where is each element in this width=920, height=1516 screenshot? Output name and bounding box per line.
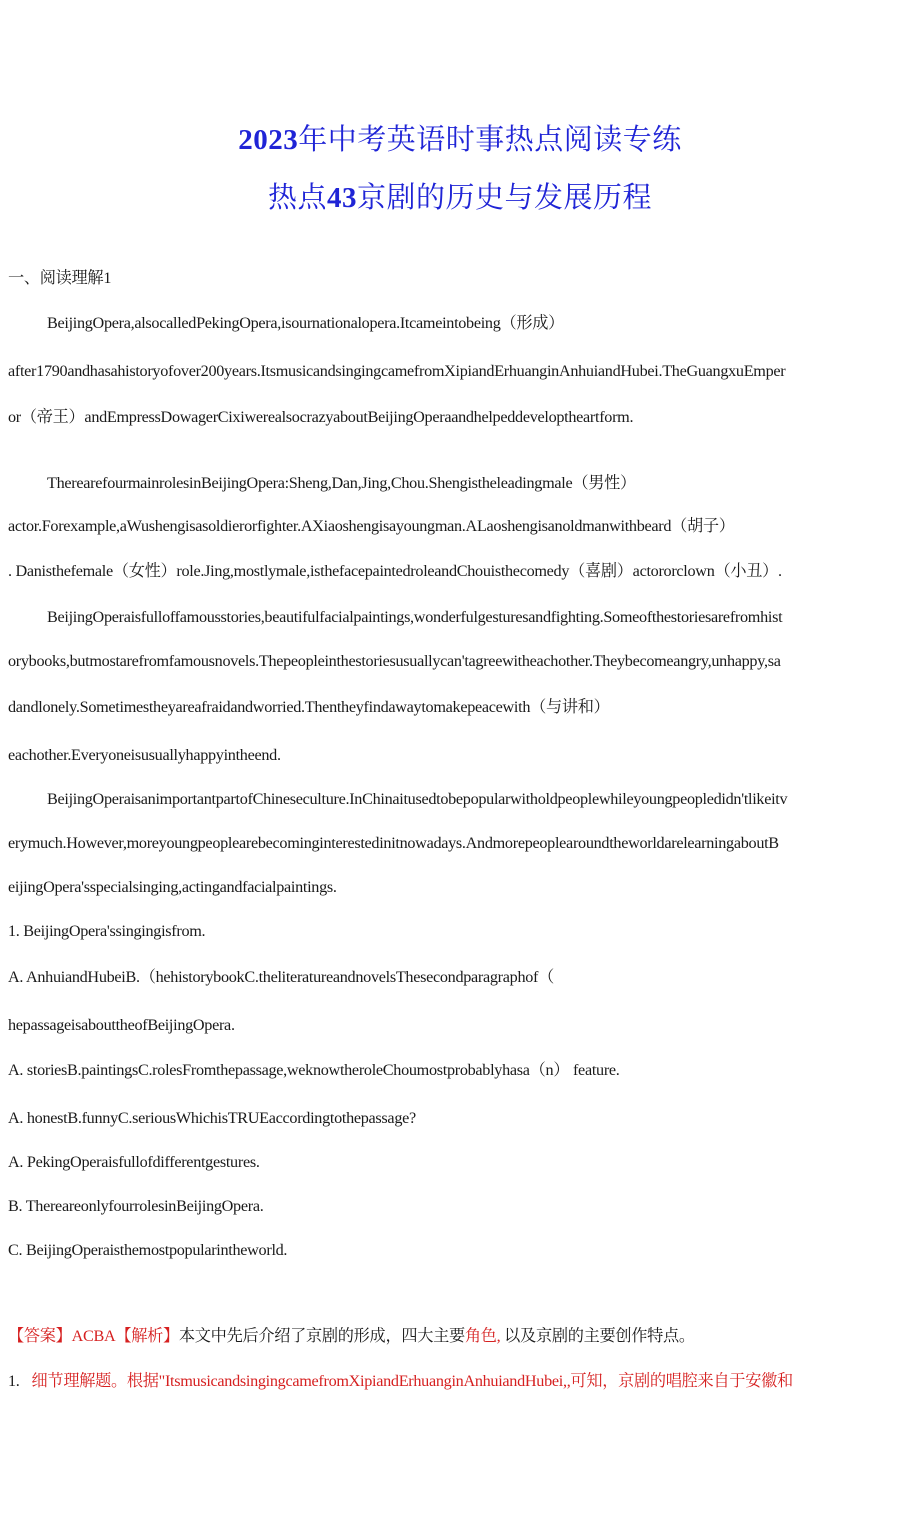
title-line-2	[0, 180, 920, 216]
passage-p1-line2: after1790andhasahistoryofover200years.ItsmusicandsingingcamefromXipiandErhuanginAnhuiandHubei.TheGuangxuEmper	[8, 362, 786, 380]
question-line-2: A. AnhuiandHubeiB.（hehistorybookC.theliteratureandnovelsThesecondparagraphof（	[8, 968, 555, 986]
detail-line	[8, 1370, 912, 1392]
passage-p2-line2: actor.Forexample,aWushengisasoldierorfighter.AXiaoshengisayoungman.ALaoshengisanoldmanwithbeard（胡子）	[8, 517, 735, 535]
passage-p2-line3: . Danisthefemale（女性）role.Jing,mostlymale,isthefacepaintedroleandChouisthecomedy（喜剧）actororclown（小丑）.	[8, 562, 782, 580]
question-line-7: B. ThereareonlyfourrolesinBeijingOpera.	[8, 1197, 264, 1215]
section-heading: 一、阅读理解1	[8, 269, 112, 287]
answer-value: ACBA	[71, 1327, 116, 1345]
passage-p2-line1: TherearefourmainrolesinBeijingOpera:Sheng,Dan,Jing,Chou.Shengistheleadingmale（男性）	[47, 474, 636, 492]
title-year: 2023	[238, 124, 299, 156]
question-line-5: A. honestB.funnyC.seriousWhichisTRUEaccordingtothepassage?	[8, 1109, 416, 1127]
analysis-highlight: 角色,	[464, 1327, 501, 1345]
passage-p3-line1: BeijingOperaisfulloffamousstories,beautifulfacialpaintings,wonderfulgesturesandfighting.Someofthestoriesarefromhist	[47, 608, 783, 626]
answer-tag: 【答案】	[8, 1327, 72, 1345]
passage-p3-line3: dandlonely.Sometimestheyareafraidandworried.Thentheyfindawaytomakepeacewith（与讲和）	[8, 698, 610, 716]
question-line-6: A. PekingOperaisfullofdifferentgestures.	[8, 1153, 260, 1171]
title-line-1	[0, 122, 920, 158]
answer-line	[8, 1325, 912, 1347]
title-text-2: 京剧的历史与发展历程	[357, 182, 653, 214]
title-text-1: 年中考英语时事热点阅读专练	[298, 124, 682, 156]
analysis-tag: 【解析】	[115, 1327, 179, 1345]
title-prefix: 热点	[267, 182, 327, 214]
title-number: 43	[327, 182, 357, 214]
passage-p4-line1: BeijingOperaisanimportantpartofChineseculture.InChinaitusedtobepopularwitholdpeoplewhileyoungpeopledidn'tlikeitv	[47, 790, 788, 808]
analysis-text-2: 以及京剧的主要创作特点。	[500, 1327, 695, 1345]
question-line-4: A. storiesB.paintingsC.rolesFromthepassage,weknowtheroleChoumostprobablyhasa（n） feature.	[8, 1061, 620, 1079]
passage-p3-line4: eachother.Everyoneisusuallyhappyintheend.	[8, 746, 281, 764]
analysis-text-1: 本文中先后介绍了京剧的形成，四大主要	[178, 1327, 465, 1345]
passage-p1-line1: BeijingOpera,alsocalledPekingOpera,isournationalopera.Itcameintobeing（形成）	[47, 314, 565, 332]
question-line-3: hepassageisabouttheofBeijingOpera.	[8, 1016, 235, 1034]
detail-number: 1.	[8, 1372, 20, 1390]
detail-text: 细节理解题。根据"ItsmusicandsingingcamefromXipiandErhuanginAnhuiandHubei,,可知，京剧的唱腔来自于安徽和	[31, 1372, 793, 1390]
question-1: 1. BeijingOpera'ssingingisfrom.	[8, 922, 206, 940]
passage-p1-line3: or（帝王）andEmpressDowagerCixiwerealsocrazyaboutBeijingOperaandhelpeddeveloptheartform.	[8, 408, 634, 426]
passage-p3-line2: orybooks,butmostarefromfamousnovels.Thepeopleinthestoriesusuallycan'tagreewitheachother.Theybecomeangry,unhappy,sa	[8, 652, 781, 670]
passage-p4-line2: erymuch.However,moreyoungpeoplearebecominginterestedinitnowadays.AndmorepeoplearoundtheworldarelearningaboutB	[8, 834, 779, 852]
passage-p4-line3: eijingOpera'sspecialsinging,actingandfacialpaintings.	[8, 878, 337, 896]
question-line-8: C. BeijingOperaisthemostpopularintheworld.	[8, 1241, 288, 1259]
